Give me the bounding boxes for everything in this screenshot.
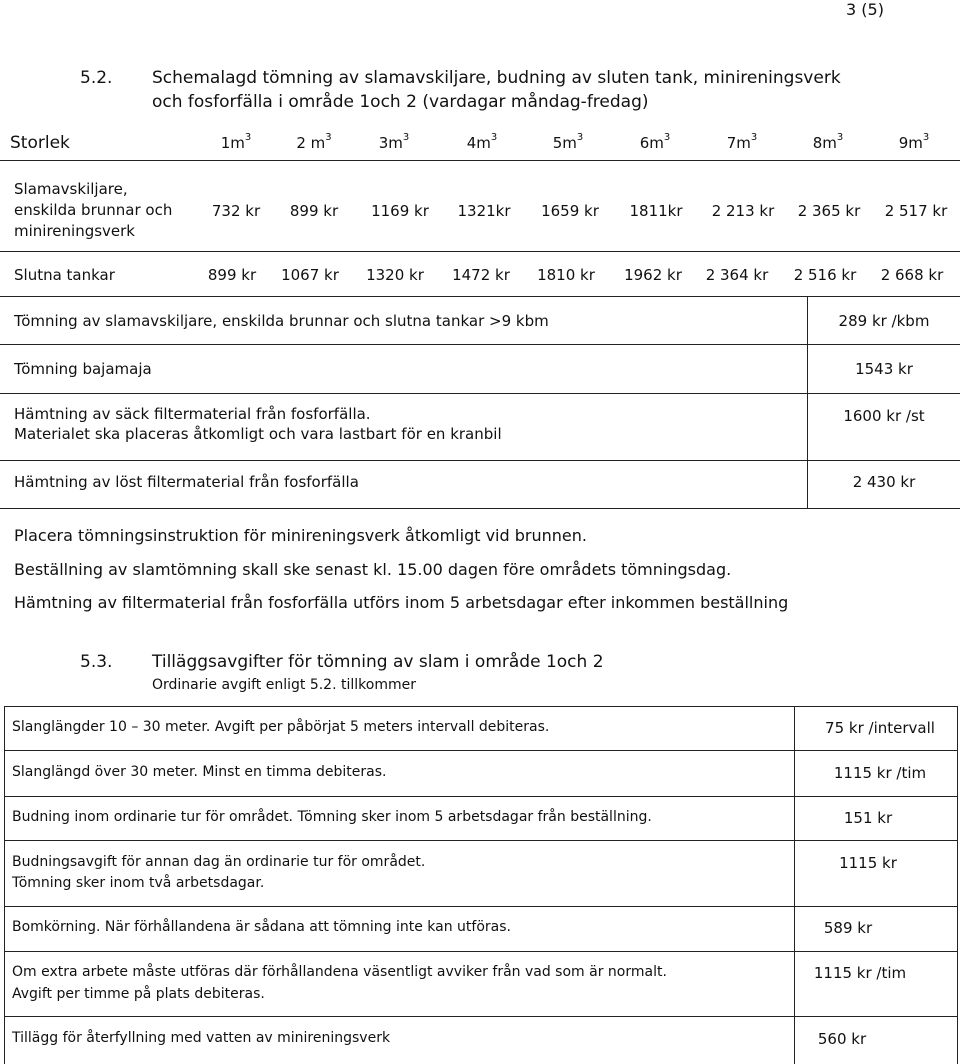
- size-header-cell: 2 $m^3$: [296, 132, 332, 152]
- table-divider: [0, 393, 960, 394]
- table-divider: [4, 840, 958, 841]
- size-header-cell: $6m^3$: [639, 132, 671, 152]
- service-label: Tömning av slamavskiljare, enskilda brunnar och slutna tankar >9 kbm: [14, 312, 549, 330]
- table-divider: [0, 344, 960, 345]
- service-label: Hämtning av löst filtermaterial från fosforfälla: [14, 473, 359, 491]
- fee-price: 1115 kr /tim: [813, 964, 907, 982]
- price-cell: 2 517 kr: [884, 202, 948, 220]
- price-cell: 1067 kr: [281, 266, 339, 284]
- table-divider: [4, 951, 958, 952]
- fee-price: 75 kr /intervall: [825, 719, 935, 737]
- section-number: 5.3.: [80, 652, 113, 672]
- size-header-cell: $3m^3$: [378, 132, 410, 152]
- price-cell: 2 213 kr: [711, 202, 775, 220]
- table-divider: [0, 296, 960, 297]
- size-header-cell: $1m^3$: [220, 132, 252, 152]
- service-label: Tömning bajamaja: [14, 360, 152, 378]
- section-subtitle: Ordinarie avgift enligt 5.2. tillkommer: [152, 677, 416, 693]
- size-header-cell: $4m^3$: [466, 132, 498, 152]
- size-header-label: Storlek: [10, 133, 70, 153]
- service-label: Materialet ska placeras åtkomligt och vara lastbart för en kranbil: [14, 425, 502, 443]
- note-line: Beställning av slamtömning skall ske senast kl. 15.00 dagen före områdets tömningsdag.: [14, 560, 732, 579]
- fee-label: Om extra arbete måste utföras där förhållandena väsentligt avviker från vad som är normalt.: [12, 964, 667, 980]
- table-divider: [4, 906, 958, 907]
- table-border-left: [4, 706, 5, 1064]
- fee-label: Slanglängd över 30 meter. Minst en timma debiteras.: [12, 764, 387, 780]
- fee-label: Bomkörning. När förhållandena är sådana att tömning inte kan utföras.: [12, 919, 511, 935]
- fee-price: 1115 kr /tim: [833, 764, 927, 782]
- fee-price: 1115 kr: [839, 854, 897, 872]
- fee-label: Tömning sker inom två arbetsdagar.: [12, 875, 265, 891]
- note-line: Placera tömningsinstruktion för minireningsverk åtkomligt vid brunnen.: [14, 526, 587, 545]
- price-cell: 1321kr: [457, 202, 511, 220]
- table-divider: [0, 508, 960, 509]
- price-cell: 2 516 kr: [793, 266, 857, 284]
- note-line: Hämtning av filtermaterial från fosforfälla utförs inom 5 arbetsdagar efter inkommen beställning: [14, 593, 789, 612]
- size-header-cell: $9m^3$: [898, 132, 930, 152]
- price-cell: 732 kr: [211, 202, 261, 220]
- table-divider: [4, 706, 958, 707]
- table-divider: [0, 460, 960, 461]
- row-label-line: minireningsverk: [14, 222, 135, 240]
- price-cell: 1659 kr: [541, 202, 599, 220]
- fee-label: Slanglängder 10 – 30 meter. Avgift per påbörjat 5 meters intervall debiteras.: [12, 719, 550, 735]
- row-label-line: Slamavskiljare,: [14, 180, 128, 198]
- fee-label: Budningsavgift för annan dag än ordinarie tur för området.: [12, 854, 426, 870]
- fee-price: 151 kr: [843, 809, 893, 827]
- price-cell: 2 668 kr: [880, 266, 944, 284]
- price-cell: 1320 kr: [366, 266, 424, 284]
- price-cell: 1810 kr: [537, 266, 595, 284]
- fee-label: Budning inom ordinarie tur för området. Tömning sker inom 5 arbetsdagar från beställning.: [12, 809, 652, 825]
- service-price: 1543 kr: [855, 360, 913, 378]
- column-divider: [794, 706, 795, 1064]
- price-cell: 2 365 kr: [797, 202, 861, 220]
- section-title-line-1: Schemalagd tömning av slamavskiljare, budning av sluten tank, minireningsverk: [152, 68, 841, 88]
- table-divider: [4, 796, 958, 797]
- table-border-right: [957, 706, 958, 1064]
- table-divider: [4, 1016, 958, 1017]
- service-price: 289 kr /kbm: [838, 312, 930, 330]
- price-cell: 1472 kr: [452, 266, 510, 284]
- table-divider: [0, 160, 960, 161]
- size-header-cell: $8m^3$: [812, 132, 844, 152]
- row-label-line: enskilda brunnar och: [14, 201, 173, 219]
- size-header-cell: $5m^3$: [552, 132, 584, 152]
- service-label: Hämtning av säck filtermaterial från fosforfälla.: [14, 405, 371, 423]
- section-title: Tilläggsavgifter för tömning av slam i område 1och 2: [152, 652, 604, 672]
- service-price: 2 430 kr: [852, 473, 916, 491]
- price-cell: 1811kr: [629, 202, 683, 220]
- price-cell: 1962 kr: [624, 266, 682, 284]
- price-cell: 899 kr: [207, 266, 257, 284]
- fee-label: Tillägg för återfyllning med vatten av minireningsverk: [12, 1030, 391, 1046]
- page-number: 3 (5): [846, 0, 884, 19]
- fee-label: Avgift per timme på plats debiteras.: [12, 986, 265, 1002]
- service-price: 1600 kr /st: [843, 407, 925, 425]
- row-label: Slutna tankar: [14, 266, 115, 284]
- section-number: 5.2.: [80, 68, 113, 88]
- price-cell: 1169 kr: [371, 202, 429, 220]
- section-title-line-2: och fosforfälla i område 1och 2 (vardagar måndag-fredag): [152, 92, 649, 112]
- price-cell: 2 364 kr: [705, 266, 769, 284]
- fee-price: 560 kr: [817, 1030, 867, 1048]
- table-divider: [4, 750, 958, 751]
- table-divider: [0, 251, 960, 252]
- price-cell: 899 kr: [289, 202, 339, 220]
- size-header-cell: $7m^3$: [726, 132, 758, 152]
- fee-price: 589 kr: [823, 919, 873, 937]
